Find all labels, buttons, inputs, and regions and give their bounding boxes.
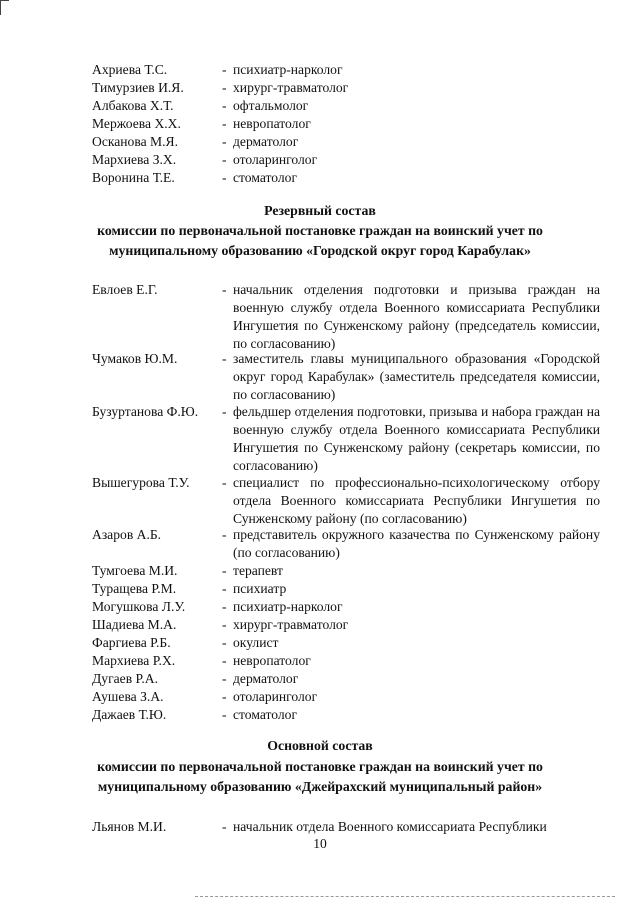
member-role: офтальмолог	[233, 98, 309, 113]
member-role: психиатр	[233, 581, 287, 596]
dash: -	[222, 617, 227, 632]
reserve-heading-title: Резервный состав	[264, 203, 376, 218]
dash: -	[222, 404, 227, 419]
dash: -	[222, 635, 227, 650]
member-role: психиатр-нарколог	[233, 599, 343, 614]
dash: -	[222, 351, 227, 366]
member-name: Чумаков Ю.М.	[92, 351, 178, 366]
list-item	[0, 706, 640, 724]
list-item	[0, 79, 640, 97]
page-number: 10	[313, 836, 327, 851]
dash: -	[222, 134, 227, 149]
member-name: Шадиева М.А.	[92, 617, 177, 632]
main-heading-title: Основной состав	[267, 738, 373, 753]
member-name: Могушкова Л.У.	[92, 599, 186, 614]
member-role: психиатр-нарколог	[233, 62, 343, 77]
list-item	[0, 580, 640, 598]
list-item	[0, 670, 640, 688]
member-description: представитель окружного казачества по Сунженскому району (по согласованию)	[233, 527, 600, 560]
list-item	[0, 688, 640, 706]
reserve-member-list	[0, 562, 640, 724]
member-role: стоматолог	[233, 170, 298, 185]
member-description: начальник отдела Военного комиссариата Республики	[233, 819, 547, 834]
dash: -	[222, 98, 227, 113]
member-name: Бузуртанова Ф.Ю.	[92, 404, 199, 419]
dash: -	[222, 62, 227, 77]
main-heading-line3: муниципальному образованию «Джейрахский муниципальный район»	[97, 779, 543, 794]
list-item	[0, 169, 640, 187]
member-name: Мархиева Р.Х.	[92, 653, 176, 668]
member-role: терапевт	[233, 563, 283, 578]
list-item	[0, 634, 640, 652]
dash: -	[222, 170, 227, 185]
member-role: невропатолог	[233, 116, 311, 131]
dash: -	[222, 282, 227, 297]
member-name: Мержоева Х.Х.	[92, 116, 181, 131]
member-role: окулист	[233, 635, 279, 650]
list-item	[0, 115, 640, 133]
member-description: специалист по профессионально-психологическому отбору отдела Военного комиссариата Республики Ингушетия по Сунженскому району (по согласованию)	[233, 475, 600, 526]
list-item	[0, 652, 640, 670]
member-description: заместитель главы муниципального образования «Городской округ город Карабулак» (заместитель председателя комиссии, по согласованию)	[233, 351, 600, 402]
member-description: фельдшер отделения подготовки, призыва и набора граждан на военную службу отдела Военного комиссариата Республики Ингушетия по Сунженскому району (секретарь комиссии, по согласованию)	[233, 404, 600, 473]
list-item	[0, 97, 640, 115]
top-member-list	[0, 61, 640, 187]
dash: -	[222, 819, 227, 834]
member-name: Вышегурова Т.У.	[92, 475, 190, 490]
dash: -	[222, 80, 227, 95]
member-name: Евлоев Е.Г.	[92, 282, 158, 297]
member-role: отоларинголог	[233, 689, 318, 704]
dash: -	[222, 707, 227, 722]
dash: -	[222, 527, 227, 542]
dash: -	[222, 599, 227, 614]
member-role: отоларинголог	[233, 152, 318, 167]
scan-corner-mark	[0, 0, 9, 15]
member-name: Аушева З.А.	[92, 689, 164, 704]
dash: -	[222, 653, 227, 668]
dash: -	[222, 581, 227, 596]
member-name: Воронина Т.Е.	[92, 170, 175, 185]
member-name: Тимурзиев И.Я.	[92, 80, 184, 95]
member-name: Осканова М.Я.	[92, 134, 178, 149]
dash: -	[222, 563, 227, 578]
member-role: хирург-травматолог	[233, 80, 349, 95]
list-item	[0, 151, 640, 169]
member-name: Туращева Р.М.	[92, 581, 177, 596]
member-name: Албакова Х.Т.	[92, 98, 174, 113]
member-name: Тумгоева М.И.	[92, 563, 178, 578]
member-role: дерматолог	[233, 134, 299, 149]
member-name: Льянов М.И.	[92, 819, 167, 834]
dash: -	[222, 671, 227, 686]
member-role: невропатолог	[233, 653, 311, 668]
member-name: Азаров А.Б.	[92, 527, 162, 542]
dash: -	[222, 152, 227, 167]
list-item	[0, 61, 640, 79]
reserve-heading-line2: комиссии по первоначальной постановке граждан на воинский учет по	[97, 223, 543, 238]
dash: -	[222, 475, 227, 490]
member-name: Ахриева Т.С.	[92, 62, 168, 77]
member-description: начальник отделения подготовки и призыва граждан на военную службу отдела Военного комиссариата Республики Ингушетия по Сунженскому району (председатель комиссии, по согласованию)	[233, 282, 600, 351]
member-name: Дажаев Т.Ю.	[92, 707, 167, 722]
member-role: стоматолог	[233, 707, 298, 722]
list-item	[0, 562, 640, 580]
list-item	[0, 598, 640, 616]
dash: -	[222, 689, 227, 704]
member-name: Дугаев Р.А.	[92, 671, 159, 686]
dash: -	[222, 116, 227, 131]
member-role: дерматолог	[233, 671, 299, 686]
member-name: Фаргиева Р.Б.	[92, 635, 171, 650]
list-item	[0, 616, 640, 634]
scan-bottom-rule	[195, 896, 615, 897]
main-heading-line2: комиссии по первоначальной постановке граждан на воинский учет по	[97, 759, 543, 774]
member-role: хирург-травматолог	[233, 617, 349, 632]
member-name: Мархиева З.Х.	[92, 152, 177, 167]
reserve-heading-line3: муниципальному образованию «Городской округ город Карабулак»	[109, 243, 531, 258]
list-item	[0, 133, 640, 151]
